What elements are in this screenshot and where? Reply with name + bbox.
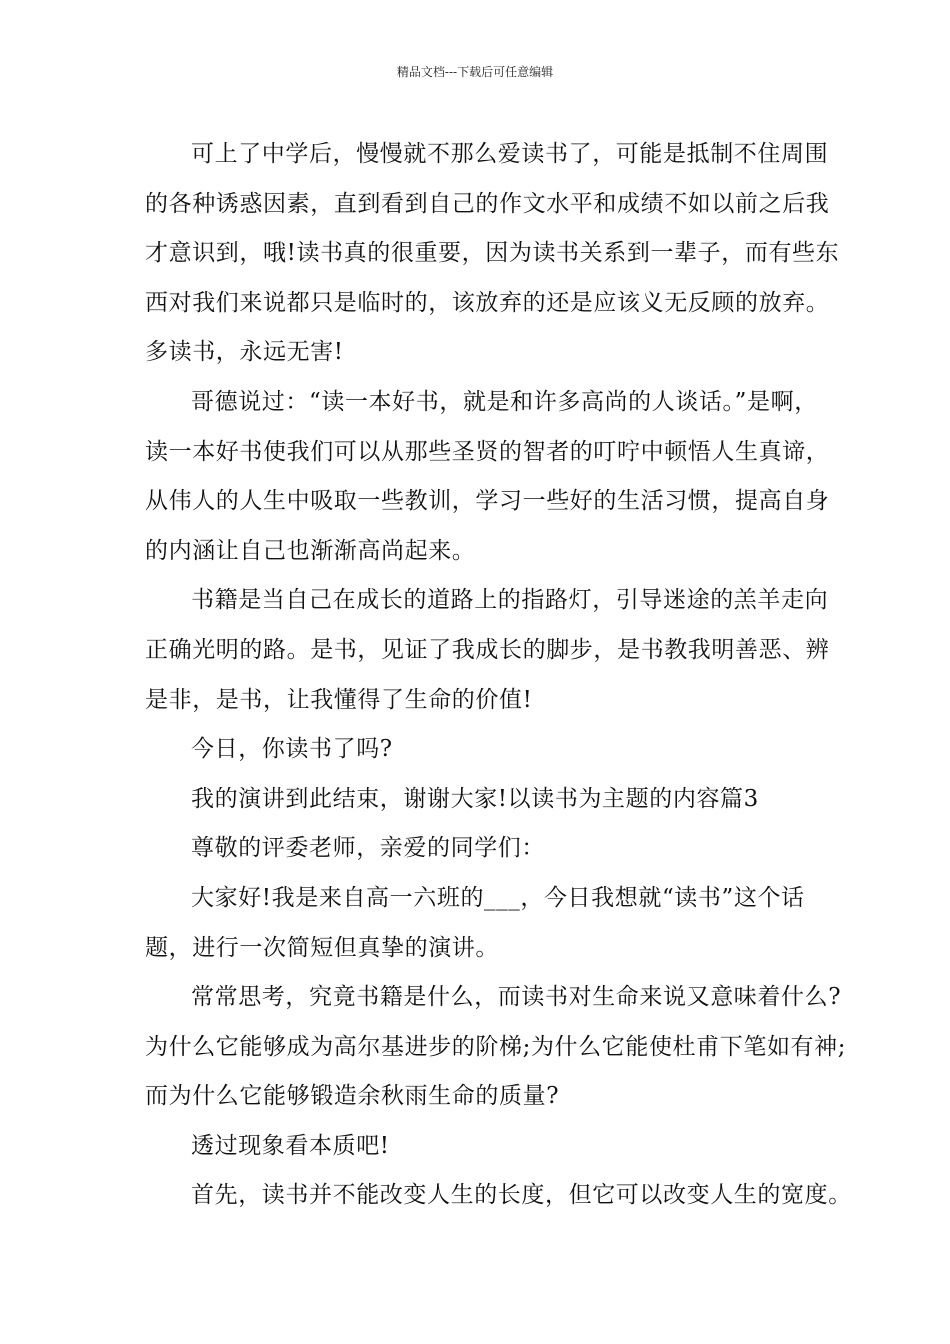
text-line: 可上了中学后，慢慢就不那么爱读书了，可能是抵制不住周围 [191,141,829,167]
paragraph [145,378,830,576]
text-line: 读一本好书使我们可以从那些圣贤的智者的叮咛中顿悟人生真谛， [145,438,830,465]
text-line: 常常思考，究竟书籍是什么，而读书对生命来说又意味着什么? [191,984,842,1011]
text-line: 从伟人的人生中吸取一些教训，学习一些好的生活习惯，提高自身 [145,488,830,515]
text-line: 而为什么它能够锻造余秋雨生命的质量? [145,1083,560,1110]
text-line: 题，进行一次简短但真挚的演讲。 [145,934,499,961]
text-line: 正确光明的路。是书，见证了我成长的脚步，是书教我明善恶、辨 [145,636,830,663]
paragraph [145,1122,825,1172]
text-line: 多读书，永远无害! [145,339,344,366]
text-line: 大家好!我是来自高一六班的___，今日我想就“读书”这个话 [191,884,805,911]
paragraph [145,576,830,725]
text-line: 我的演讲到此结束，谢谢大家!以读书为主题的内容篇3 [191,785,759,812]
paragraph [145,824,825,874]
text-line: 为什么它能够成为高尔基进步的阶梯;为什么它能使杜甫下笔如有神; [145,1033,847,1060]
paragraph [145,874,825,973]
text-line: 哥德说过：“读一本好书，就是和许多高尚的人谈话。”是啊， [191,388,818,415]
text-line: 尊敬的评委老师，亲爱的同学们： [191,835,545,862]
paragraph [145,973,847,1122]
paragraph [145,130,840,378]
text-line: 才意识到，哦!读书真的很重要，因为读书关系到一辈子，而有些东 [145,240,840,267]
paragraph [145,725,825,775]
text-line: 西对我们来说都只是临时的，该放弃的还是应该义无反顾的放弃。 [145,289,830,316]
paragraph [145,1171,852,1221]
text-line: 书籍是当自己在成长的道路上的指路灯，引导迷途的羔羊走向 [191,587,829,614]
text-line: 透过现象看本质吧! [191,1132,390,1159]
body-text [145,130,852,1221]
text-line: 首先，读书并不能改变人生的长度，但它可以改变人生的宽度。 [191,1182,852,1209]
text-line: 今日，你读书了吗? [191,736,393,763]
text-line: 的内涵让自己也渐渐高尚起来。 [145,537,476,564]
paragraph [145,775,825,825]
page-header: 精品文档---下载后可任意编辑 [396,65,554,79]
text-line: 是非，是书，让我懂得了生命的价值! [145,686,533,713]
text-line: 的各种诱惑因素，直到看到自己的作文水平和成绩不如以前之后我 [145,190,830,217]
